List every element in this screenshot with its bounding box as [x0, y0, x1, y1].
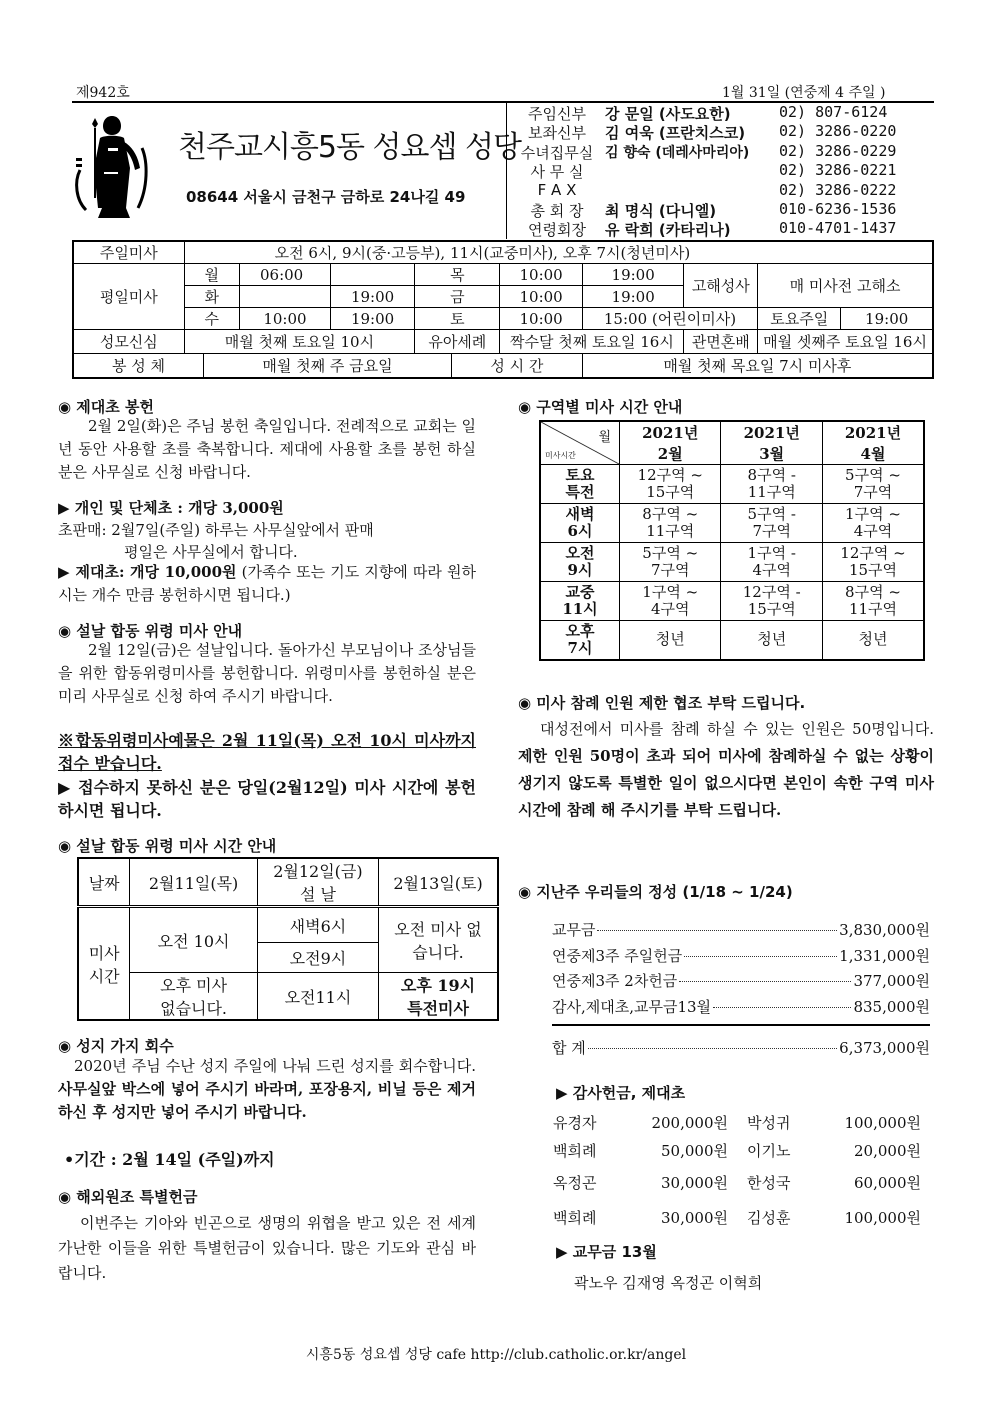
contact-phone: 02) 3286-0222 — [779, 180, 897, 199]
candles-line2: 초판매: 2월7일(주일) 하루는 사무실앞에서 판매 — [58, 521, 374, 539]
sunday-mass-times: 오전 6시, 9시(중·고등부), 11시(교중미사), 오후 7시(청년미사) — [184, 241, 933, 264]
sunday-mass-label: 주일미사 — [73, 241, 184, 264]
nt-h0: 날짜 — [78, 858, 130, 907]
palm-title: ◉ 성지 가지 회수 — [58, 1037, 174, 1055]
marian-label: 성모신심 — [73, 330, 184, 354]
contact-role: F A X — [537, 180, 577, 199]
sat-sunday-time: 19:00 — [841, 308, 933, 330]
district-mass-table — [539, 420, 925, 661]
contact-phone: 02) 3286-0221 — [779, 161, 897, 180]
nt-h1: 2월11일(목) — [130, 858, 257, 907]
contact-row — [507, 200, 935, 219]
palm-body: 2020년 주님 수난 성지 주일에 나눠 드린 성지를 회수합니다. 사무실앞 박스에 넣어 주시기 바라며, 포장용지, 비닐 등은 제거 하신 후 성지만 넣어 주시기 바랍니다. — [58, 1057, 476, 1121]
nt-c21: 새벽6시 — [257, 907, 378, 943]
dues13-names: 곽노우 김재영 옥정곤 이혁희 — [574, 1274, 763, 1292]
baptism-value: 짝수달 첫째 토요일 16시 — [500, 330, 684, 354]
contact-name: 최 명식 (다니엘) — [605, 202, 717, 220]
fri-am: 10:00 — [500, 286, 582, 308]
issue-number: 제942호 — [76, 85, 130, 101]
day-fri: 금 — [415, 286, 500, 308]
contact-name: 김 향숙 (데레사마리아) — [605, 144, 750, 161]
contact-role: 총 회 장 — [530, 202, 584, 220]
sat-sunday-label: 토요주일 — [758, 308, 841, 330]
issue-date: 1월 31일 (연중제 4 주일 ) — [722, 85, 886, 101]
contact-phone: 010-4701-1437 — [779, 219, 897, 238]
mass-schedule-table — [72, 240, 934, 379]
contact-role: 수녀집무실 — [520, 143, 594, 162]
district-month-header: 2021년 4월 — [822, 421, 924, 465]
contact-name: 김 여욱 (프란치스코) — [605, 124, 746, 143]
nt-c32: 오후 19시 특전미사 — [379, 973, 498, 1021]
offerings-title: ◉ 지난주 우리들의 정성 (1/18 ~ 1/24) — [518, 883, 793, 901]
district-cell: 5구역 ~ 7구역 — [822, 465, 924, 504]
district-month-header: 2021년 3월 — [721, 421, 822, 465]
donor-amount: 30,000원 — [661, 1174, 728, 1192]
district-cell: 1구역 ~ 4구역 — [620, 582, 721, 621]
district-corner: 월 미사시간 — [540, 421, 620, 465]
footer-cafe: 시흥5동 성요셉 성당 cafe http://club.catholic.or.kr/angel — [305, 1347, 687, 1363]
newyear-title: ◉ 설날 합동 위령 미사 안내 — [58, 622, 243, 640]
holy-hour-label: 성 시 간 — [452, 354, 583, 378]
st-joseph-logo — [72, 108, 154, 226]
communion-value: 매월 첫째 주 금요일 — [204, 354, 452, 378]
donor-amount: 200,000원 — [651, 1114, 728, 1132]
thanks-title: ▶ 감사헌금, 제대초 — [556, 1084, 686, 1102]
palm-period: •기간 : 2월 14일 (주일)까지 — [64, 1150, 275, 1169]
contact-name: 유 락희 (카타리나) — [605, 221, 731, 240]
district-row-label: 새벽 6시 — [540, 504, 620, 543]
newyear-note2: ▶ 접수하지 못하신 분은 당일(2월12일) 미사 시간에 봉헌 하시면 됩니다. — [58, 778, 476, 820]
donor-amount: 60,000원 — [854, 1174, 921, 1192]
donor-name: 옥정곤 — [553, 1174, 597, 1192]
contact-role: 연령회장 — [528, 221, 586, 240]
nt-c22: 오전9시 — [257, 943, 378, 973]
contact-row — [507, 142, 935, 161]
contact-phone: 02) 3286-0229 — [779, 141, 897, 160]
contact-phone: 02) 3286-0220 — [779, 122, 897, 141]
newyear-table-title: ◉ 설날 합동 위령 미사 시간 안내 — [58, 837, 277, 855]
tue-am — [239, 286, 330, 308]
district-month-header: 2021년 2월 — [620, 421, 721, 465]
communion-label: 봉 성 체 — [73, 354, 204, 378]
district-row-label: 오전 9시 — [540, 543, 620, 582]
district-cell: 1구역 ~ 4구역 — [822, 504, 924, 543]
donor-name: 이기노 — [747, 1142, 791, 1160]
thu-pm: 19:00 — [582, 264, 684, 286]
contact-list — [506, 103, 935, 239]
day-thu: 목 — [415, 264, 500, 286]
contact-name: 강 문일 (사도요한) — [605, 105, 731, 123]
candles-line3: 평일은 사무실에서 합니다. — [124, 543, 298, 561]
overseas-body: 이번주는 기아와 빈곤으로 생명의 위협을 받고 있은 전 세계 가난한 이들을 위한 특별헌금이 있습니다. 많은 기도와 관심 바랍니다. — [58, 1214, 476, 1282]
contact-row — [507, 219, 935, 238]
contact-row — [507, 181, 935, 200]
holy-hour-value: 매월 첫째 목요일 7시 미사후 — [582, 354, 933, 378]
candles-title: ◉ 제대초 봉헌 — [58, 398, 154, 416]
wed-pm: 19:00 — [330, 308, 414, 330]
candles-body: 2월 2일(화)은 주님 봉헌 축일입니다. 전례적으로 교회는 일 년 동안 사용할 초를 축복합니다. 제대에 사용할 초를 봉헌 하실 분은 사무실로 신청 바랍니다. — [58, 417, 476, 481]
mon-pm — [330, 264, 414, 286]
parish-name: 천주교시흥5동 성요셉 성당 — [178, 130, 521, 165]
overseas-title: ◉ 해외원조 특별헌금 — [58, 1188, 198, 1206]
parish-address: 08644 서울시 금천구 금하로 24나길 49 — [186, 188, 466, 206]
district-row-label: 오후 7시 — [540, 621, 620, 660]
confession-label: 고해성사 — [684, 264, 758, 308]
limit-body: 대성전에서 미사를 참례 하실 수 있는 인원은 50명입니다. 제한 인원 50명이 초과 되어 미사에 참례하실 수 없는 상황이 생기지 않도록 특별한 일이 없으시다면 본인이 속한 구역 미사 시간에 참례 해 주시기를 부탁 드립니다. — [518, 720, 934, 819]
district-cell: 12구역 - 15구역 — [721, 582, 822, 621]
confession-value: 매 미사전 고해소 — [758, 264, 933, 308]
fri-pm: 19:00 — [582, 286, 684, 308]
district-cell: 1구역 - 4구역 — [721, 543, 822, 582]
donor-name: 박성귀 — [747, 1114, 791, 1132]
district-row-label: 교중 11시 — [540, 582, 620, 621]
marriage-label: 관면혼배 — [684, 330, 758, 354]
candles-line1: ▶ 개인 및 단체초 : 개당 3,000원 — [58, 499, 284, 517]
district-cell: 청년 — [721, 621, 822, 660]
offering-row: 감사,제대초,교무금13월 835,000원 — [552, 997, 930, 1016]
dues13-title: ▶ 교무금 13월 — [556, 1243, 657, 1261]
district-cell: 8구역 - 11구역 — [721, 465, 822, 504]
district-title: ◉ 구역별 미사 시간 안내 — [518, 398, 683, 416]
donor-amount: 100,000원 — [844, 1114, 921, 1132]
district-row-label: 토요 특전 — [540, 465, 620, 504]
day-sat: 토 — [415, 308, 500, 330]
offerings-rule — [552, 1024, 930, 1026]
nt-h2: 2월12일(금) 설 날 — [257, 858, 378, 907]
donor-name: 유경자 — [553, 1114, 597, 1132]
thu-am: 10:00 — [500, 264, 582, 286]
donor-name: 김성훈 — [747, 1209, 791, 1227]
district-cell: 5구역 ~ 7구역 — [620, 543, 721, 582]
contact-role: 사 무 실 — [530, 163, 584, 182]
limit-title: ◉ 미사 참례 인원 제한 협조 부탁 드립니다. — [518, 694, 806, 712]
day-tue: 화 — [184, 286, 239, 308]
nt-c12: 오후 미사 없습니다. — [130, 973, 257, 1021]
nt-c11: 오전 10시 — [130, 907, 257, 973]
mon-am: 06:00 — [239, 264, 330, 286]
donor-name: 백희례 — [553, 1142, 597, 1160]
baptism-label: 유아세례 — [415, 330, 500, 354]
donor-name: 한성국 — [747, 1174, 791, 1192]
contact-row — [507, 103, 935, 122]
donor-amount: 100,000원 — [844, 1209, 921, 1227]
district-cell: 청년 — [822, 621, 924, 660]
offering-row: 연중제3주 2차헌금 377,000원 — [552, 972, 930, 990]
weekday-mass-label: 평일미사 — [73, 264, 184, 330]
contact-phone: 010-6236-1536 — [779, 200, 897, 218]
donor-amount: 20,000원 — [854, 1142, 921, 1160]
district-cell: 8구역 ~ 11구역 — [620, 504, 721, 543]
district-cell: 12구역 ~ 15구역 — [620, 465, 721, 504]
contact-row — [507, 122, 935, 141]
donor-amount: 50,000원 — [661, 1142, 728, 1160]
sat-am: 10:00 — [500, 308, 582, 330]
donor-amount: 30,000원 — [661, 1209, 728, 1227]
contact-phone: 02) 807-6124 — [779, 103, 888, 121]
sat-pm: 15:00 (어린이미사) — [582, 308, 757, 330]
newyear-body: 2월 12일(금)은 설날입니다. 돌아가신 부모님이나 조상님들을 위한 합동위령미사를 봉헌합니다. 위령미사를 봉헌하실 분은 미리 사무실로 신청 하여 주시기 바랍니다. — [58, 641, 476, 705]
marriage-value: 매월 셋째주 토요일 16시 — [758, 330, 933, 354]
tue-pm: 19:00 — [330, 286, 414, 308]
district-cell: 8구역 ~ 11구역 — [822, 582, 924, 621]
contact-role: 주임신부 — [528, 105, 586, 123]
offerings-total: 합 계 6,373,000원 — [552, 1039, 930, 1057]
candles-line4: ▶ 제대초: 개당 10,000원 (가족수 또는 기도 지향에 따라 원하시는 개수 만큼 봉헌하시면 됩니다.) — [58, 563, 476, 604]
marian-value: 매월 첫째 토요일 10시 — [184, 330, 415, 354]
newyear-mass-table — [77, 857, 499, 1021]
offering-row: 연중제3주 주일헌금 1,331,000원 — [552, 946, 930, 965]
district-cell: 청년 — [620, 621, 721, 660]
offering-row: 교무금 3,830,000원 — [552, 921, 930, 939]
newyear-note: ※합동위령미사예물은 2월 11일(목) 오전 10시 미사까지 접수 받습니다. — [58, 731, 476, 773]
day-wed: 수 — [184, 308, 239, 330]
day-mon: 월 — [184, 264, 239, 286]
nt-c23: 오전11시 — [257, 973, 378, 1021]
wed-am: 10:00 — [239, 308, 330, 330]
nt-c31: 오전 미사 없습니다. — [379, 907, 498, 973]
nt-rowlabel: 미사 시간 — [78, 907, 130, 1021]
contact-role: 보좌신부 — [528, 124, 586, 143]
nt-h3: 2월13일(토) — [379, 858, 498, 907]
district-cell: 12구역 ~ 15구역 — [822, 543, 924, 582]
donor-name: 백희례 — [553, 1209, 597, 1227]
contact-row — [507, 161, 935, 180]
district-cell: 5구역 - 7구역 — [721, 504, 822, 543]
